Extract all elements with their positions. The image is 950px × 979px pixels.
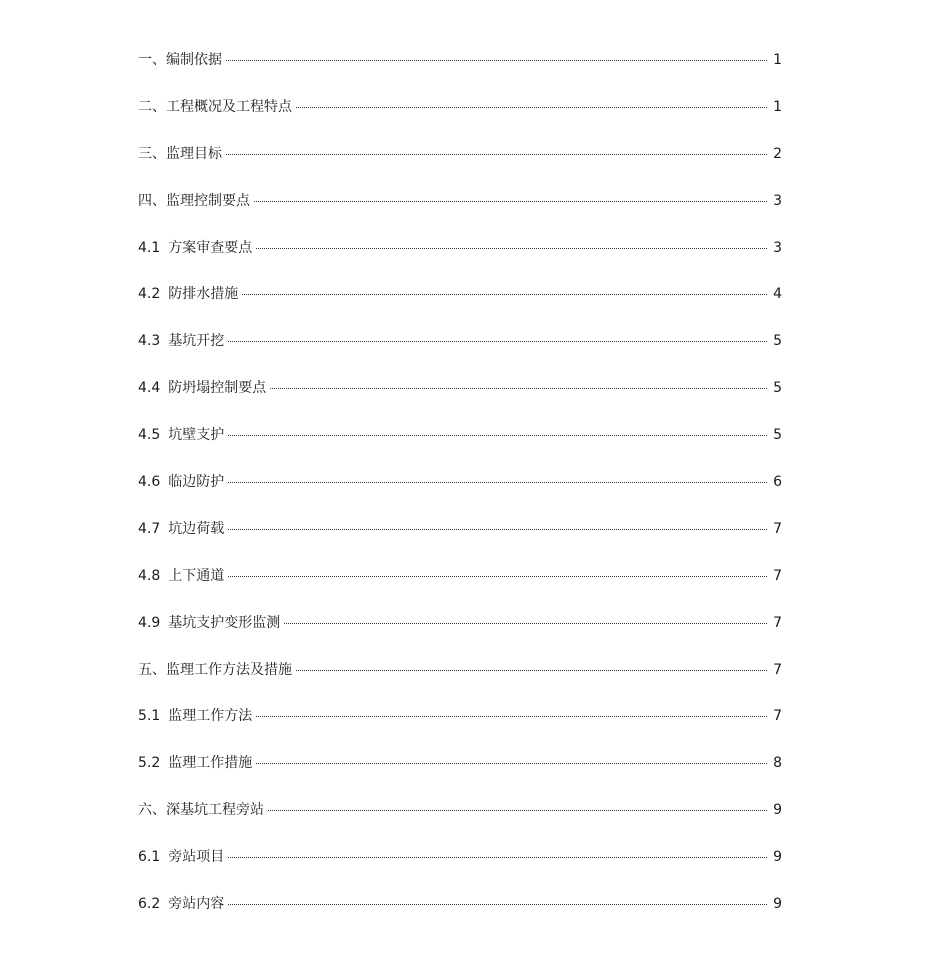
toc-entry[interactable] xyxy=(138,422,782,469)
toc-entry-title xyxy=(138,516,224,542)
toc-page-number: 6 xyxy=(773,474,782,491)
toc-page-number: 5 xyxy=(773,427,782,444)
toc-dot-leader xyxy=(256,763,767,764)
toc-dot-leader xyxy=(242,294,767,295)
toc-dot-leader xyxy=(226,60,767,61)
toc-entry-title-text: 四、监理控制要点 xyxy=(138,192,250,209)
toc-dot-leader xyxy=(268,810,767,811)
toc-page-number: 9 xyxy=(773,802,782,819)
toc-page-number: 2 xyxy=(773,145,782,162)
toc-entry-title-text: 旁站项目 xyxy=(168,849,225,866)
toc-entry-title xyxy=(138,891,224,917)
toc-dot-leader xyxy=(228,904,767,905)
toc-section-number: 4.8 xyxy=(138,567,161,584)
toc-entry-title-text: 监理工作方法 xyxy=(168,708,253,725)
toc-dot-leader xyxy=(256,716,767,717)
toc-page-number: 8 xyxy=(773,755,782,772)
toc-entry[interactable] xyxy=(138,750,782,797)
toc-dot-leader xyxy=(228,576,767,577)
table-of-contents xyxy=(138,47,782,938)
toc-entry[interactable] xyxy=(138,94,782,141)
toc-page-number: 3 xyxy=(773,192,782,209)
toc-section-number: 4.1 xyxy=(138,239,161,256)
toc-entry[interactable] xyxy=(138,657,782,704)
toc-entry-title-text: 坑边荷载 xyxy=(168,520,225,537)
toc-dot-leader xyxy=(228,341,767,342)
toc-dot-leader xyxy=(228,435,767,436)
toc-entry[interactable] xyxy=(138,844,782,891)
toc-section-number: 5.2 xyxy=(138,755,161,772)
toc-entry[interactable] xyxy=(138,891,782,938)
toc-entry-title xyxy=(138,188,250,214)
toc-entry-title xyxy=(138,563,224,589)
toc-entry-title xyxy=(138,94,292,120)
toc-section-number: 4.5 xyxy=(138,427,161,444)
toc-dot-leader xyxy=(256,248,767,249)
toc-entry-title-text: 方案审查要点 xyxy=(168,239,253,256)
toc-entry-title-text: 旁站内容 xyxy=(168,896,225,913)
toc-entry-title xyxy=(138,703,252,729)
toc-page-number: 1 xyxy=(773,98,782,115)
toc-dot-leader xyxy=(228,529,767,530)
toc-entry-title xyxy=(138,141,222,167)
toc-dot-leader xyxy=(254,201,767,202)
toc-entry[interactable] xyxy=(138,563,782,610)
toc-page-number: 7 xyxy=(773,708,782,725)
toc-entry-title-text: 临边防护 xyxy=(168,474,225,491)
toc-page-number: 3 xyxy=(773,239,782,256)
toc-entry[interactable] xyxy=(138,328,782,375)
toc-page-number: 7 xyxy=(773,614,782,631)
toc-entry[interactable] xyxy=(138,141,782,188)
toc-entry-title-text: 坑壁支护 xyxy=(168,427,225,444)
toc-entry[interactable] xyxy=(138,375,782,422)
toc-section-number: 4.9 xyxy=(138,614,161,631)
toc-dot-leader xyxy=(270,388,767,389)
toc-entry-title-text: 六、深基坑工程旁站 xyxy=(138,802,264,819)
toc-section-number: 5.1 xyxy=(138,708,161,725)
toc-entry-title xyxy=(138,328,224,354)
toc-entry-title xyxy=(138,469,224,495)
toc-entry-title xyxy=(138,844,224,870)
toc-entry[interactable] xyxy=(138,469,782,516)
toc-entry[interactable] xyxy=(138,235,782,282)
toc-dot-leader xyxy=(228,482,767,483)
toc-section-number: 6.2 xyxy=(138,896,161,913)
toc-entry-title xyxy=(138,375,266,401)
toc-page-number: 9 xyxy=(773,896,782,913)
toc-entry[interactable] xyxy=(138,797,782,844)
toc-entry-title-text: 基坑开挖 xyxy=(168,333,225,350)
toc-page-number: 9 xyxy=(773,849,782,866)
toc-page-number: 7 xyxy=(773,661,782,678)
toc-entry-title-text: 一、编制依据 xyxy=(138,52,222,68)
toc-entry-title-text: 五、监理工作方法及措施 xyxy=(138,661,292,678)
toc-page-number: 1 xyxy=(773,52,782,68)
toc-page-number: 5 xyxy=(773,333,782,350)
toc-entry-title-text: 二、工程概况及工程特点 xyxy=(138,98,292,115)
toc-dot-leader xyxy=(296,670,767,671)
toc-entry-title xyxy=(138,610,280,636)
toc-section-number: 4.7 xyxy=(138,520,161,537)
toc-entry-title xyxy=(138,797,264,823)
toc-section-number: 4.2 xyxy=(138,286,161,303)
toc-dot-leader xyxy=(226,154,767,155)
toc-page-number: 5 xyxy=(773,380,782,397)
toc-entry[interactable] xyxy=(138,47,782,94)
toc-dot-leader xyxy=(228,857,767,858)
toc-page-number: 4 xyxy=(773,286,782,303)
toc-entry-title-text: 防坍塌控制要点 xyxy=(168,380,267,397)
toc-entry-title xyxy=(138,47,222,73)
toc-entry-title-text: 基坑支护变形监测 xyxy=(168,614,281,631)
toc-section-number: 4.4 xyxy=(138,380,161,397)
toc-entry-title xyxy=(138,422,224,448)
toc-entry[interactable] xyxy=(138,516,782,563)
toc-entry-title-text: 防排水措施 xyxy=(168,286,239,303)
toc-entry[interactable] xyxy=(138,610,782,657)
toc-section-number: 6.1 xyxy=(138,849,161,866)
toc-entry[interactable] xyxy=(138,703,782,750)
toc-entry-title-text: 上下通道 xyxy=(168,567,225,584)
toc-entry-title xyxy=(138,235,252,261)
toc-entry-title xyxy=(138,750,252,776)
toc-section-number: 4.3 xyxy=(138,333,161,350)
toc-entry-title-text: 三、监理目标 xyxy=(138,145,222,162)
toc-entry-title xyxy=(138,281,238,307)
toc-entry[interactable] xyxy=(138,281,782,328)
toc-dot-leader xyxy=(296,107,767,108)
toc-entry-title-text: 监理工作措施 xyxy=(168,755,253,772)
toc-dot-leader xyxy=(284,623,767,624)
toc-page-number: 7 xyxy=(773,520,782,537)
toc-entry[interactable] xyxy=(138,188,782,235)
toc-page-number: 7 xyxy=(773,567,782,584)
toc-section-number: 4.6 xyxy=(138,474,161,491)
toc-entry-title xyxy=(138,657,292,683)
